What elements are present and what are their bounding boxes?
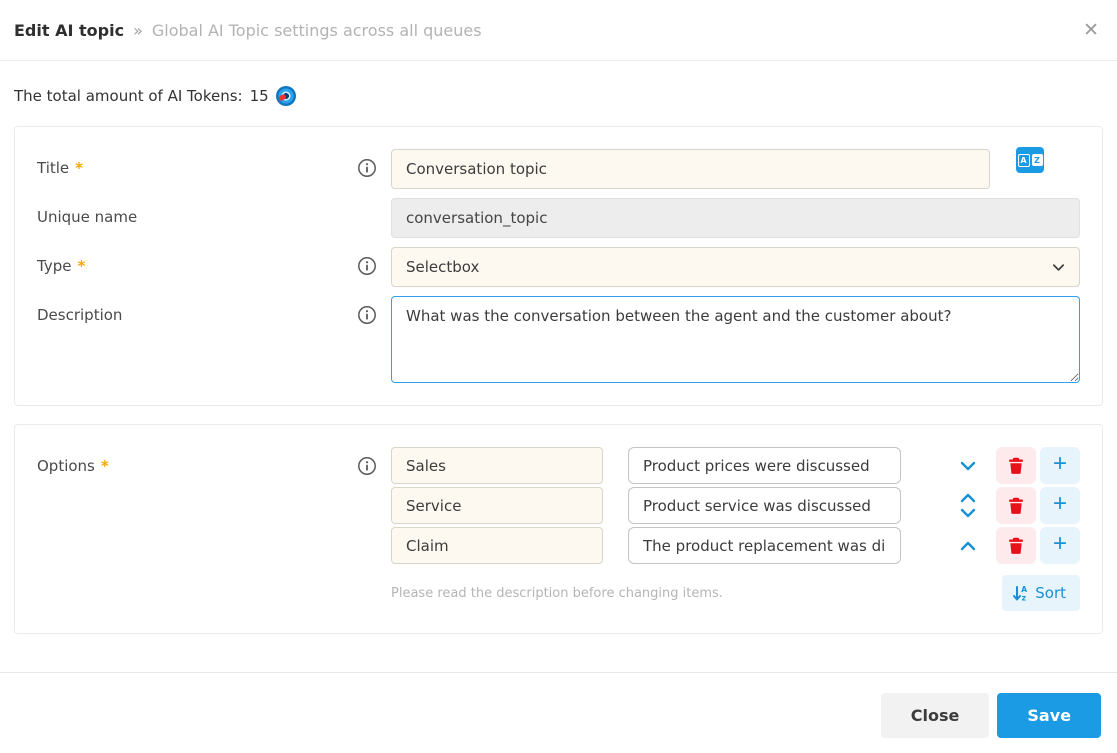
required-asterisk: *: [75, 159, 84, 177]
add-option-button[interactable]: [1040, 527, 1080, 564]
description-textarea[interactable]: [391, 296, 1080, 383]
tokens-count: 15: [249, 87, 269, 105]
title-input[interactable]: [391, 149, 990, 189]
unique-name-input: [391, 198, 1080, 238]
description-info-wrap: [357, 296, 391, 329]
tokens-summary: [14, 86, 1103, 106]
trash-icon: [1008, 457, 1024, 474]
page-title: Edit AI topic: [14, 20, 125, 40]
move-up-icon[interactable]: [959, 540, 977, 552]
option-description-input[interactable]: [628, 487, 901, 524]
delete-option-button[interactable]: [996, 487, 1036, 524]
description-label: Description: [37, 306, 123, 324]
info-icon[interactable]: [357, 456, 377, 476]
trash-icon: [1008, 537, 1024, 554]
title-label-wrap: [37, 149, 357, 177]
modal-header: [0, 0, 1117, 61]
save-button[interactable]: Save: [997, 693, 1101, 738]
info-icon[interactable]: [357, 305, 377, 325]
options-label: Options: [37, 457, 95, 475]
translate-z-glyph: Z: [1032, 154, 1043, 166]
sort-button[interactable]: [1002, 575, 1080, 611]
add-option-button[interactable]: [1040, 487, 1080, 524]
option-move-controls: [948, 460, 988, 472]
close-button[interactable]: Close: [881, 693, 990, 738]
option-name-input[interactable]: [391, 487, 603, 524]
unique-name-info-spacer: [357, 198, 391, 207]
info-icon[interactable]: [357, 158, 377, 178]
option-row: [391, 487, 1080, 524]
type-select-value: Selectbox: [406, 258, 480, 276]
sort-button-label: Sort: [1035, 584, 1066, 602]
option-description-input[interactable]: [628, 527, 901, 564]
plus-icon: +: [1052, 490, 1067, 517]
option-move-controls: [948, 540, 988, 552]
type-select[interactable]: [391, 247, 1080, 287]
svg-text:A: A: [1021, 584, 1028, 594]
option-description-input[interactable]: [628, 447, 901, 484]
title-info-wrap: [357, 149, 391, 182]
options-info-wrap: [357, 447, 391, 480]
type-label: Type: [37, 257, 72, 275]
options-list: [391, 447, 1080, 611]
move-down-icon[interactable]: [959, 460, 977, 472]
description-label-wrap: [37, 296, 357, 324]
type-select-wrap: [391, 247, 1080, 287]
option-move-controls: [948, 492, 988, 519]
settings-card: [14, 126, 1103, 406]
option-name-input[interactable]: [391, 527, 603, 564]
options-footer: [391, 575, 1080, 611]
unique-name-label: Unique name: [37, 208, 138, 226]
option-name-input[interactable]: [391, 447, 603, 484]
ai-token-icon: [276, 86, 296, 106]
option-row: [391, 527, 1080, 564]
options-label-wrap: [37, 447, 357, 475]
required-asterisk: *: [77, 257, 86, 275]
breadcrumb-separator: »: [133, 20, 143, 40]
title-input-wrap: [391, 149, 1080, 189]
trash-icon: [1008, 497, 1024, 514]
plus-icon: +: [1052, 530, 1067, 557]
delete-option-button[interactable]: [996, 447, 1036, 484]
options-row: [37, 447, 1080, 611]
option-row: [391, 447, 1080, 484]
unique-name-row: [37, 198, 1080, 238]
options-card: [14, 424, 1103, 634]
info-icon[interactable]: [357, 256, 377, 276]
move-down-icon[interactable]: [959, 507, 977, 519]
svg-text:z: z: [1021, 593, 1027, 602]
chevron-down-icon: [1051, 260, 1066, 275]
type-row: [37, 247, 1080, 287]
move-up-icon[interactable]: [959, 492, 977, 504]
type-label-wrap: [37, 247, 357, 275]
delete-option-button[interactable]: [996, 527, 1036, 564]
tokens-label: The total amount of AI Tokens:: [14, 87, 243, 105]
close-icon[interactable]: ✕: [1083, 18, 1099, 41]
description-row: [37, 296, 1080, 383]
add-option-button[interactable]: [1040, 447, 1080, 484]
translate-a-glyph: A: [1018, 154, 1030, 167]
required-asterisk: *: [100, 457, 109, 475]
page-subtitle: Global AI Topic settings across all queues: [151, 20, 482, 40]
translate-icon[interactable]: [1016, 147, 1044, 173]
title-row: [37, 149, 1080, 189]
title-label: Title: [37, 159, 70, 177]
sort-alpha-icon: [1013, 585, 1028, 602]
type-info-wrap: [357, 247, 391, 280]
plus-icon: +: [1052, 450, 1067, 477]
unique-name-input-wrap: [391, 198, 1080, 238]
unique-name-label-wrap: [37, 198, 357, 226]
options-helper-text: Please read the description before changing items.: [391, 585, 723, 601]
description-input-wrap: [391, 296, 1080, 383]
modal-footer: [0, 673, 1117, 738]
